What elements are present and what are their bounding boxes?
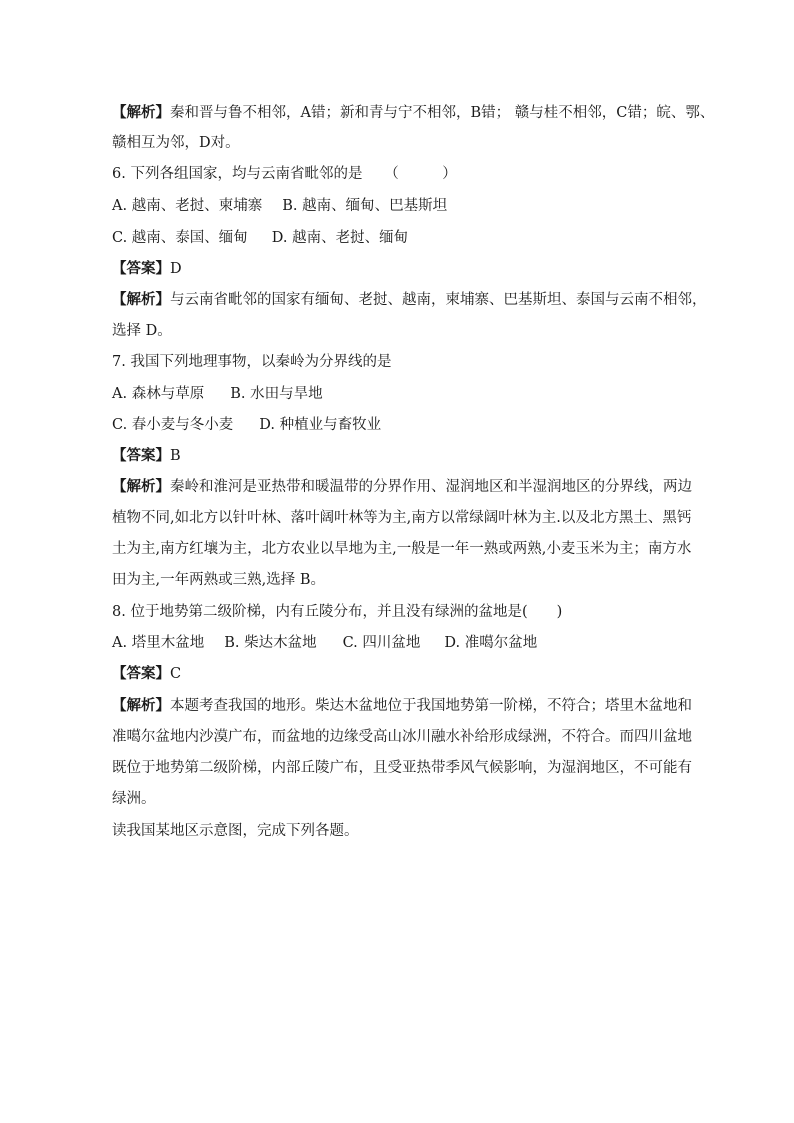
analysis-text: 秦和晋与鲁不相邻，A错；新和青与宁不相邻，B错； 赣与桂不相邻，C错；皖、鄂、 bbox=[170, 105, 715, 121]
analysis-q8 bbox=[112, 696, 692, 716]
analysis-tag: 【解析】 bbox=[112, 698, 170, 714]
analysis-text: 秦岭和淮河是亚热带和暖温带的分界作用、湿润地区和半湿润地区的分界线，两边 bbox=[170, 479, 692, 495]
q8-options bbox=[112, 633, 692, 653]
q7-options-ab bbox=[112, 384, 692, 404]
analysis-tag: 【解析】 bbox=[112, 292, 170, 308]
analysis-q8-cont-2: 既位于地势第二级阶梯，内部丘陵广布，且受亚热带季风气候影响，为湿润地区，不可能有 bbox=[112, 760, 692, 776]
question-6: 6. 下列各组国家，均与云南省毗邻的是 （ ） bbox=[112, 166, 457, 182]
analysis-q8-cont-1: 准噶尔盆地内沙漠广布，而盆地的边缘受高山冰川融水补给形成绿洲，不符合。而四川盆地 bbox=[112, 729, 692, 745]
analysis-q8-cont-3: 绿洲。 bbox=[112, 791, 156, 807]
answer-tag: 【答案】 bbox=[112, 261, 170, 277]
option-a: A. 塔里木盆地 bbox=[112, 635, 205, 651]
answer-tag: 【答案】 bbox=[112, 448, 170, 464]
q6-options-cd bbox=[112, 228, 692, 248]
option-c: C. 春小麦与冬小麦 bbox=[112, 417, 234, 433]
analysis-q7-cont-3: 田为主,一年两熟或三熟,选择 B。 bbox=[112, 572, 325, 588]
answer-value: D bbox=[170, 261, 182, 277]
option-b: B. 柴达木盆地 bbox=[224, 635, 317, 651]
analysis-text: 本题考查我国的地形。柴达木盆地位于我国地势第一阶梯，不符合；塔里木盆地和 bbox=[170, 698, 692, 714]
answer-value: C bbox=[170, 666, 182, 682]
analysis-q7-cont-1: 植物不同,如北方以针叶林、落叶阔叶林等为主,南方以常绿阔叶林为主.以及北方黑土、黑钙 bbox=[112, 510, 692, 526]
answer-q6 bbox=[112, 259, 692, 279]
analysis-text: 与云南省毗邻的国家有缅甸、老挝、越南，柬埔寨、巴基斯坦、泰国与云南不相邻， bbox=[170, 292, 707, 308]
analysis-tag: 【解析】 bbox=[112, 105, 170, 121]
option-d: D. 越南、老挝、缅甸 bbox=[271, 230, 409, 246]
question-8: 8. 位于地势第二级阶梯，内有丘陵分布，并且没有绿洲的盆地是( ) bbox=[112, 604, 563, 620]
option-d: D. 准噶尔盆地 bbox=[444, 635, 538, 651]
question-7: 7. 我国下列地理事物，以秦岭为分界线的是 bbox=[112, 354, 392, 370]
option-b: B. 越南、缅甸、巴基斯坦 bbox=[282, 198, 448, 214]
q7-options-cd bbox=[112, 415, 692, 435]
answer-tag: 【答案】 bbox=[112, 666, 170, 682]
q6-options-ab bbox=[112, 196, 692, 216]
analysis-q5-cont: 赣相互为邻，D对。 bbox=[112, 135, 240, 151]
option-b: B. 水田与旱地 bbox=[230, 386, 323, 402]
analysis-q5 bbox=[112, 103, 715, 123]
analysis-tag: 【解析】 bbox=[112, 479, 170, 495]
answer-q7 bbox=[112, 446, 692, 466]
answer-value: B bbox=[170, 448, 181, 464]
analysis-q7-cont-2: 土为主,南方红壤为主，北方农业以旱地为主,一般是一年一熟或两熟,小麦玉米为主；南方水 bbox=[112, 541, 692, 557]
option-a: A. 越南、老挝、柬埔寨 bbox=[112, 198, 263, 214]
option-c: C. 越南、泰国、缅甸 bbox=[112, 230, 248, 246]
option-c: C. 四川盆地 bbox=[342, 635, 421, 651]
analysis-q6 bbox=[112, 290, 707, 310]
answer-q8 bbox=[112, 664, 692, 684]
option-d: D. 种植业与畜牧业 bbox=[259, 417, 382, 433]
map-question-intro: 读我国某地区示意图，完成下列各题。 bbox=[112, 823, 359, 839]
analysis-q7 bbox=[112, 477, 692, 497]
analysis-q6-cont: 选择 D。 bbox=[112, 323, 172, 339]
option-a: A. 森林与草原 bbox=[112, 386, 205, 402]
